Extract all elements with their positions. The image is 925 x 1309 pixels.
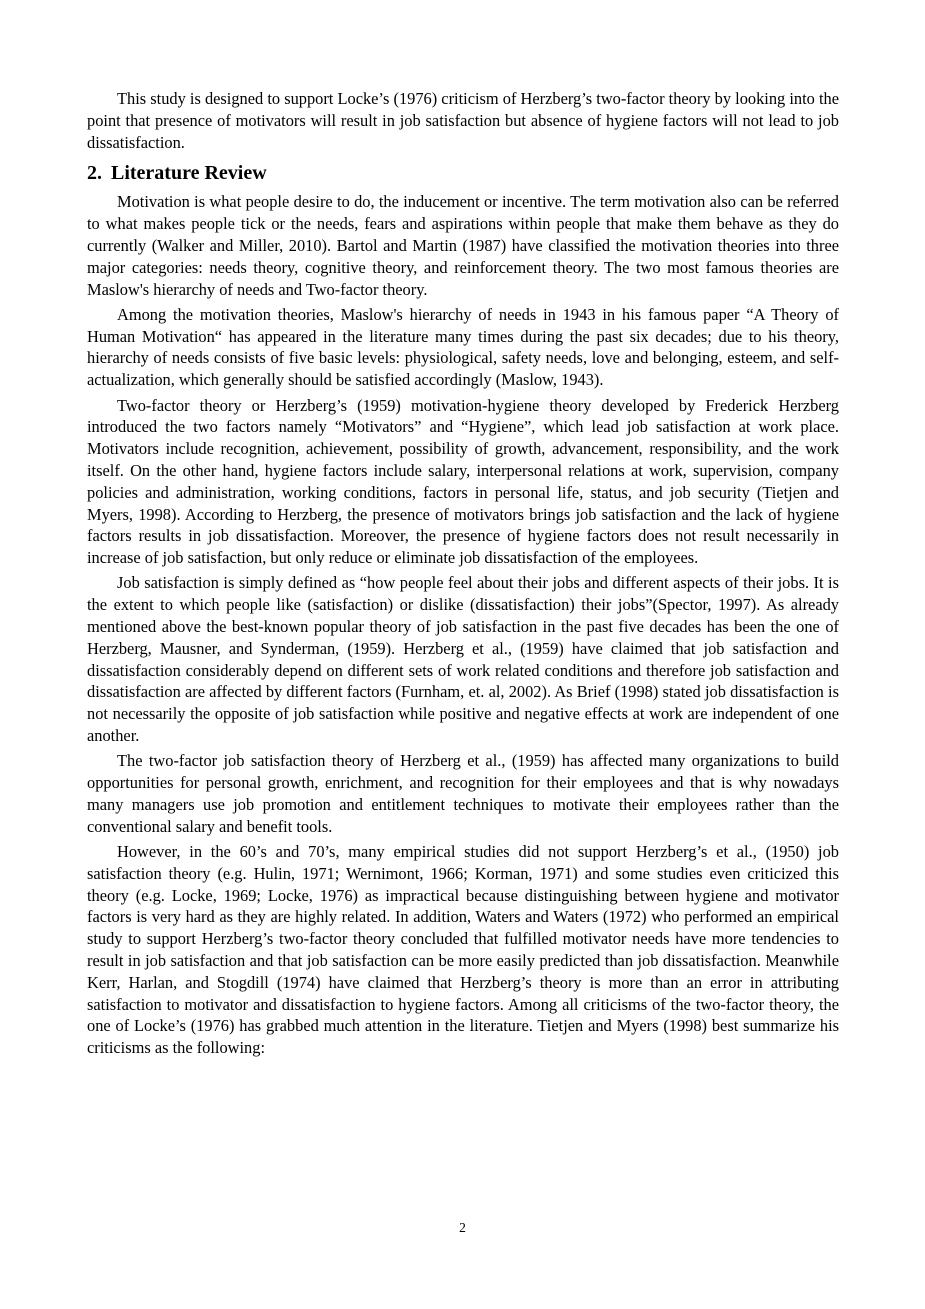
- section-title: Literature Review: [111, 162, 267, 185]
- body-paragraph-5: The two-factor job satisfaction theory of Herzberg et al., (1959) has affected many organizations to build opportunities for personal growth, enrichment, and recognition for their employees and that is why nowadays many managers use job promotion and entitlement techniques to motivate their employees rather than the conventional salary and benefit tools.: [87, 751, 839, 836]
- body-paragraph-1: Motivation is what people desire to do, the inducement or incentive. The term motivation also can be referred to what makes people tick or the needs, fears and aspirations within people that make them behave as they do currently (Walker and Miller, 2010). Bartol and Martin (1987) have classified the motivation theories into three major categories: needs theory, cognitive theory, and reinforcement theory. The two most famous theories are Maslow's hierarchy of needs and Two-factor theory.: [87, 192, 839, 299]
- section-heading: [87, 160, 839, 186]
- body-paragraph-4: Job satisfaction is simply defined as “how people feel about their jobs and different aspects of their jobs. It is the extent to which people like (satisfaction) or dislike (dissatisfaction) their jobs”(Spector, 1997). As already mentioned above the best-known popular theory of job satisfaction in the past five decades has been the one of Herzberg, Mausner, and Synderman, (1959). Herzberg et al., (1959) have claimed that job satisfaction and dissatisfaction considerably depend on different sets of work related conditions and therefore job satisfaction and dissatisfaction are affected by different factors (Furnham, et. al, 2002). As Brief (1998) stated job dissatisfaction is not necessarily the opposite of job satisfaction while positive and negative effects at work are independent of one another.: [87, 573, 839, 746]
- section-number: 2.: [87, 162, 102, 185]
- page-number: 2: [459, 1220, 466, 1235]
- body-paragraph-2: Among the motivation theories, Maslow's hierarchy of needs in 1943 in his famous paper “A Theory of Human Motivation“ has appeared in the literature many times during the past six decades; due to his theory, hierarchy of needs consists of five basic levels: physiological, safety needs, love and belonging, esteem, and self-actualization, which generally should be satisfied accordingly (Maslow, 1943).: [87, 304, 839, 390]
- body-paragraph-6: However, in the 60’s and 70’s, many empirical studies did not support Herzberg’s et al., (1950) job satisfaction theory (e.g. Hulin, 1971; Wernimont, 1966; Korman, 1971) and some studies even criticized this theory (e.g. Locke, 1969; Locke, 1976) as impractical because distinguishing between hygiene and motivator factors is very hard as they are highly related. In addition, Waters and Waters (1972) who performed an empirical study to support Herzberg’s two-factor theory concluded that fulfilled motivator needs have more tendencies to result in job satisfaction and that job satisfaction can be more easily predicted than job dissatisfaction. Meanwhile Kerr, Harlan, and Stogdill (1974) have claimed that Herzberg’s theory is more than an error in attributing satisfaction to motivator and dissatisfaction to hygiene factors. Among all criticisms of the two-factor theory, the one of Locke’s (1976) has grabbed much attention in the literature. Tietjen and Myers (1998) best summarize his criticisms as the following:: [87, 842, 839, 1058]
- body-paragraph-3: Two-factor theory or Herzberg’s (1959) motivation-hygiene theory developed by Frederick Herzberg introduced the two factors namely “Motivators” and “Hygiene”, which lead job satisfaction at work place. Motivators include recognition, achievement, possibility of growth, advancement, responsibility, and the work itself. On the other hand, hygiene factors include salary, interpersonal relations at work, supervision, company policies and administration, working conditions, factors in personal life, status, and job security (Tietjen and Myers, 1998). According to Herzberg, the presence of motivators brings job satisfaction and the lack of hygiene factors results in job dissatisfaction. Moreover, the presence of hygiene factors does not result necessarily in increase of job satisfaction, but only reduce or eliminate job dissatisfaction of the employees.: [87, 395, 839, 568]
- document-page: [87, 88, 839, 1062]
- intro-paragraph: This study is designed to support Locke’s (1976) criticism of Herzberg’s two-factor theory by looking into the point that presence of motivators will result in job satisfaction but absence of hygiene factors will not lead to job dissatisfaction.: [87, 89, 839, 152]
